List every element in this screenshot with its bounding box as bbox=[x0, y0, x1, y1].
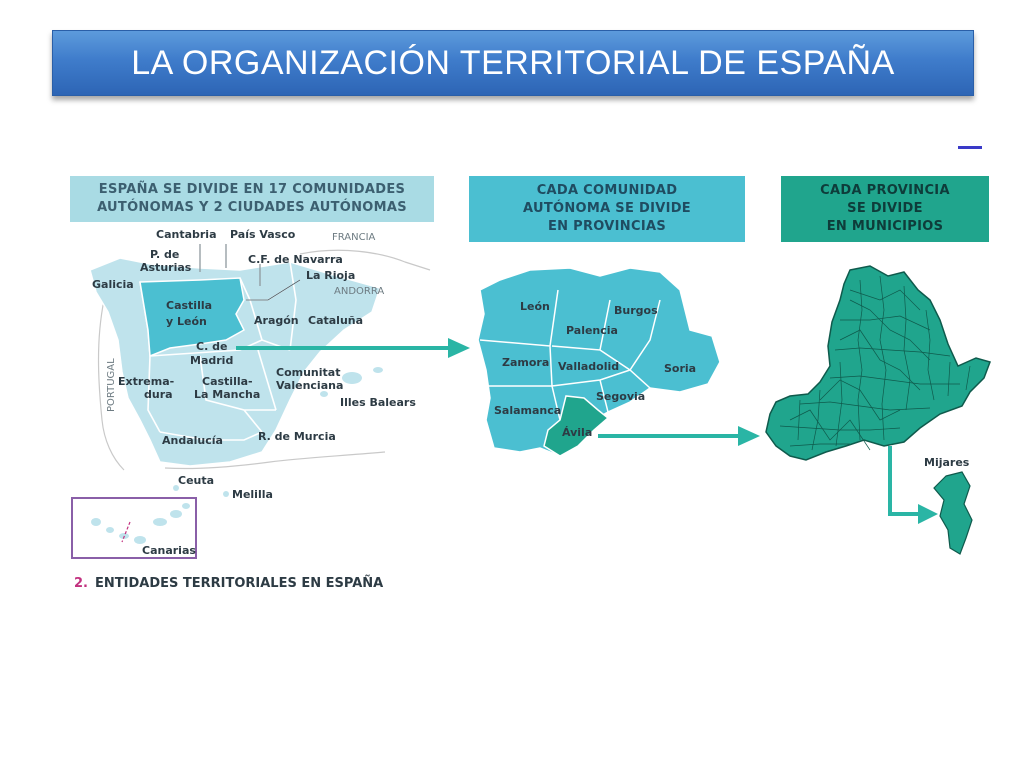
label-madrid-1: C. de bbox=[196, 340, 228, 353]
prov-valladolid: Valladolid bbox=[558, 360, 620, 373]
prov-leon: León bbox=[520, 300, 550, 313]
label-extremadura-2: dura bbox=[144, 388, 173, 401]
prov-salamanca: Salamanca bbox=[494, 404, 562, 417]
label-galicia: Galicia bbox=[92, 278, 134, 291]
arrow-to-municipalities bbox=[598, 426, 760, 446]
label-mijares: Mijares bbox=[924, 456, 970, 469]
prov-soria: Soria bbox=[664, 362, 697, 375]
mijares-shape bbox=[934, 472, 972, 554]
label-asturias-2: Asturias bbox=[140, 261, 192, 274]
menorca bbox=[373, 367, 383, 373]
label-andorra: ANDORRA bbox=[334, 286, 385, 297]
canarias-islands bbox=[91, 503, 190, 544]
caption-number: 2. bbox=[74, 576, 88, 591]
label-canarias: Canarias bbox=[142, 544, 196, 557]
arrow-to-mijares-head bbox=[918, 504, 938, 524]
label-madrid-2: Madrid bbox=[190, 354, 234, 367]
label-pais-vasco: País Vasco bbox=[230, 228, 296, 241]
label-asturias-1: P. de bbox=[150, 248, 180, 261]
prov-zamora: Zamora bbox=[502, 356, 550, 369]
arrow-to-mijares-line bbox=[890, 446, 922, 514]
municipalities-map bbox=[766, 266, 990, 554]
avila-province-shape bbox=[766, 266, 990, 460]
label-cataluna: Cataluña bbox=[308, 314, 364, 327]
label-valenciana-2: Valenciana bbox=[276, 379, 344, 392]
label-andalucia: Andalucía bbox=[162, 434, 223, 447]
label-castilla-mancha-1: Castilla- bbox=[202, 375, 253, 388]
provinces-map bbox=[478, 268, 720, 456]
label-valenciana-1: Comunitat bbox=[276, 366, 341, 379]
prov-palencia: Palencia bbox=[566, 324, 618, 337]
label-ceuta: Ceuta bbox=[178, 474, 215, 487]
caption-text: ENTIDADES TERRITORIALES EN ESPAÑA bbox=[95, 576, 384, 591]
label-castilla-leon-2: y León bbox=[166, 315, 207, 328]
melilla-dot bbox=[223, 491, 229, 497]
canarias-dashes bbox=[122, 522, 130, 542]
box-communities: ESPAÑA SE DIVIDE EN 17 COMUNIDADES AUTÓNOMAS Y 2 CIUDADES AUTÓNOMAS bbox=[70, 176, 434, 222]
label-murcia: R. de Murcia bbox=[258, 430, 336, 443]
prov-avila: Ávila bbox=[562, 426, 593, 439]
label-navarra: C.F. de Navarra bbox=[248, 253, 343, 266]
spain-map bbox=[72, 228, 430, 558]
box-municipalities: CADA PROVINCIA SE DIVIDE EN MUNICIPIOS bbox=[781, 176, 989, 242]
prov-burgos: Burgos bbox=[614, 304, 658, 317]
label-extremadura-1: Extrema- bbox=[118, 375, 175, 388]
label-melilla: Melilla bbox=[232, 488, 273, 501]
label-francia: FRANCIA bbox=[332, 232, 376, 243]
label-castilla-mancha-2: La Mancha bbox=[194, 388, 261, 401]
label-cantabria: Cantabria bbox=[156, 228, 217, 241]
label-portugal: PORTUGAL bbox=[106, 358, 117, 412]
label-castilla-leon-1: Castilla bbox=[166, 299, 213, 312]
box-provinces: CADA COMUNIDAD AUTÓNOMA SE DIVIDE EN PROVINCIAS bbox=[469, 176, 745, 242]
slide-title: LA ORGANIZACIÓN TERRITORIAL DE ESPAÑA bbox=[131, 43, 895, 82]
label-baleares: Illes Balears bbox=[340, 396, 416, 409]
mallorca bbox=[342, 372, 362, 384]
prov-segovia: Segovia bbox=[596, 390, 646, 403]
label-rioja: La Rioja bbox=[306, 269, 356, 282]
label-aragon: Aragón bbox=[254, 314, 299, 327]
